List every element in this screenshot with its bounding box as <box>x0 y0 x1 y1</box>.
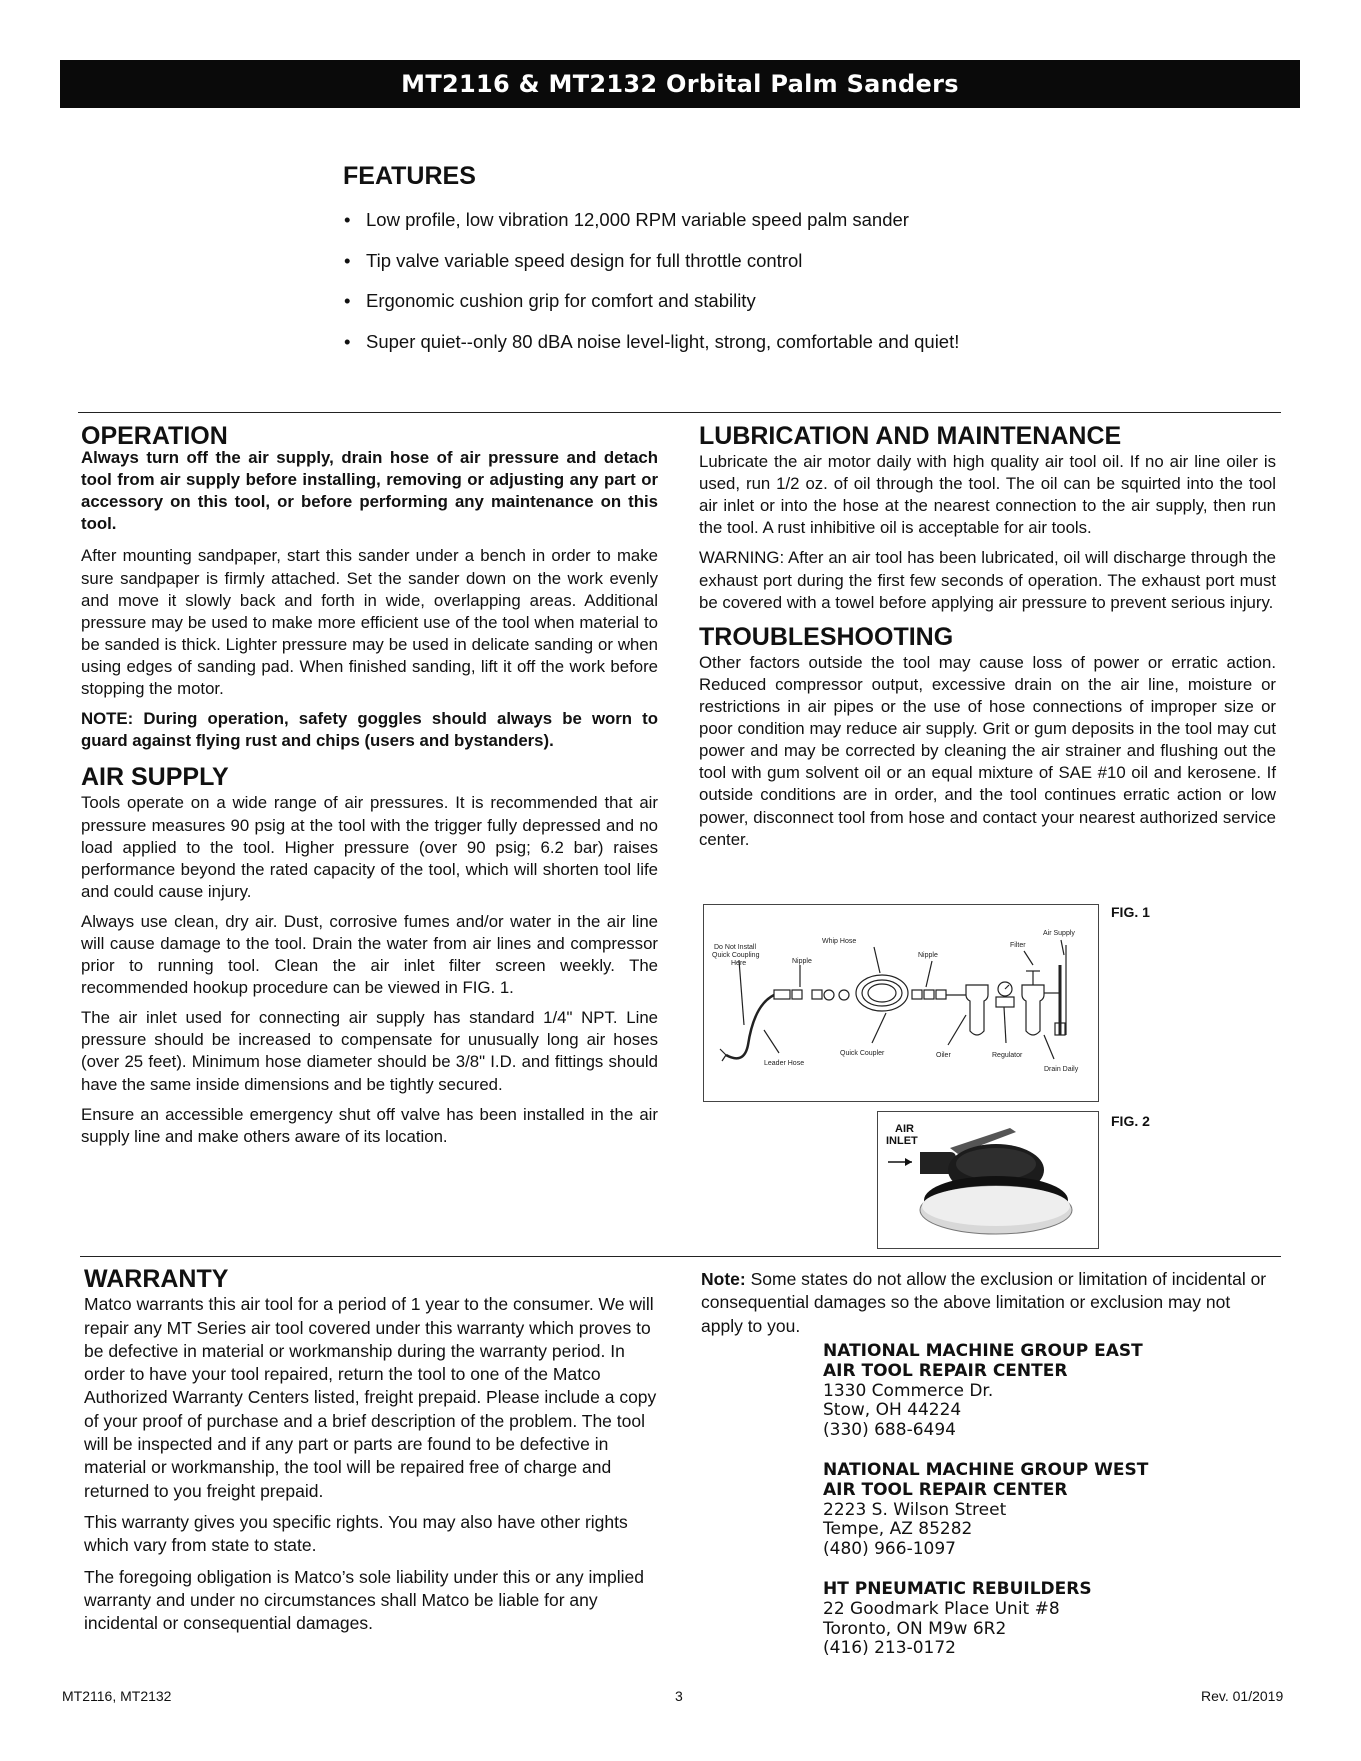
troubleshooting-paragraph: Other factors outside the tool may cause loss of power or erratic action. Reduced compressor output, excessive drain on the air line, moisture or restrictions in air pipes or the use of hose connections of improper size or poor condition may reduce air supply. Grit or gum deposits in the tool may cut power and may be corrected by cleaning the air strainer and flushing out the tool with gum solvent oil or an equal mixture of SAE #10 oil and kerosene. If outside conditions are in order, and the tool continues erratic action or low power, disconnect tool from hose and contact your nearest authorized service center. <box>699 652 1276 849</box>
center-name: HT PNEUMATIC REBUILDERS <box>823 1578 1092 1599</box>
features-heading: FEATURES <box>343 162 476 190</box>
air-supply-heading: AIR SUPPLY <box>81 763 229 792</box>
page-number: 3 <box>675 1688 683 1704</box>
fig2-air-text: AIR <box>895 1123 914 1135</box>
air-supply-paragraph: Tools operate on a wide range of air pressures. It is recommended that air pressure measures 90 psig at the tool with the trigger fully depressed and no load applied to the tool. Higher pressure (over 90 psig; 6.2 bar) raises performance beyond the rated capacity of the tool, which will shorten tool life and could cause injury. <box>81 793 658 901</box>
operation-warning: Always turn off the air supply, drain hose of air pressure and detach tool from air supply before installing, removing or adjusting any part or accessory on this tool, or before performing any maintenance on this tool. <box>81 448 658 534</box>
center-name: NATIONAL MACHINE GROUP EAST <box>823 1341 1143 1361</box>
feature-item: • Super quiet--only 80 dBA noise level-light, strong, comfortable and quiet! <box>344 328 1104 369</box>
service-center <box>823 1461 1273 1560</box>
fig1-label-quick-coupler: Quick Coupler <box>840 1050 885 1057</box>
center-city: Tempe, AZ 85282 <box>823 1519 973 1540</box>
features-list <box>344 206 1104 368</box>
service-center <box>823 1342 1273 1441</box>
center-street: 22 Goodmark Place Unit #8 <box>823 1598 1060 1619</box>
sander-illustration <box>878 1112 1098 1248</box>
fig2-sander-image <box>877 1111 1099 1249</box>
feature-item: • Ergonomic cushion grip for comfort and stability <box>344 287 1104 328</box>
warranty-section <box>84 1265 660 1643</box>
center-city: Toronto, ON M9w 6R2 <box>823 1618 1007 1639</box>
troubleshooting-heading: TROUBLESHOOTING <box>699 622 954 651</box>
section-divider <box>80 1256 1281 1257</box>
footer-model-numbers: MT2116, MT2132 <box>62 1688 172 1704</box>
lubrication-warning: WARNING: After an air tool has been lubricated, oil will discharge through the exhaust port during the first few seconds of operation. The exhaust port must be covered with a towel before applying air pressure to prevent serious injury. <box>699 548 1276 612</box>
feature-item: • Low profile, low vibration 12,000 RPM variable speed palm sander <box>344 206 1104 247</box>
fig1-label-leader-hose: Leader Hose <box>764 1060 805 1067</box>
center-street: 1330 Commerce Dr. <box>823 1380 994 1401</box>
operation-heading: OPERATION <box>81 422 228 450</box>
fig2-inlet-text: INLET <box>886 1135 918 1147</box>
fig1-label-regulator: Regulator <box>992 1052 1023 1059</box>
fig1-label-do-not-install: Do Not Install <box>714 944 757 951</box>
operation-body: After mounting sandpaper, start this sander under a bench in order to make sure sandpaper is firmly attached. Set the sander down on the work evenly and move it slowly back and forth in wide, overlapping areas. Additional pressure may be used to make more efficient use of the tool when material to be sanded is thick. Lighter pressure may be used in delicate sanding or when using edges of sanding pad. When finished sanding, lift it off the work before stopping the motor. <box>81 546 658 699</box>
center-city: Stow, OH 44224 <box>823 1400 962 1421</box>
section-divider <box>78 412 1281 413</box>
fig1-label-here: Here <box>731 960 747 967</box>
center-street: 2223 S. Wilson Street <box>823 1499 1007 1520</box>
center-phone: (480) 966-1097 <box>823 1539 956 1560</box>
fig1-hookup-diagram <box>703 904 1099 1102</box>
footer-revision: Rev. 01/2019 <box>1201 1688 1284 1704</box>
fig1-label-filter: Filter <box>1010 942 1026 949</box>
fig1-label-drain-daily: Drain Daily <box>1044 1066 1079 1073</box>
warranty-heading: WARRANTY <box>84 1265 229 1293</box>
center-subtitle: AIR TOOL REPAIR CENTER <box>823 1479 1068 1500</box>
center-subtitle: AIR TOOL REPAIR CENTER <box>823 1360 1068 1381</box>
fig2-label: FIG. 2 <box>1111 1113 1150 1129</box>
left-column <box>81 422 658 1156</box>
note-section <box>701 1268 1276 1346</box>
fig1-label: FIG. 1 <box>1111 904 1150 920</box>
document-title-banner <box>60 60 1300 108</box>
warranty-paragraph: The foregoing obligation is Matco’s sole liability under this or any implied warranty and under no circumstances shall Matco be liable for any incidental or consequential damages. <box>84 1566 644 1634</box>
air-supply-paragraph: Always use clean, dry air. Dust, corrosive fumes and/or water in the air line will cause damage to the tool. Drain the water from air lines and compressor prior to running tool. Clean the air inlet filter screen weekly. The recommended hookup procedure can be viewed in FIG. 1. <box>81 911 658 998</box>
lubrication-paragraph: Lubricate the air motor daily with high quality air tool oil. If no air line oiler is used, run 1/2 oz. of oil through the tool. The oil can be squirted into the tool air inlet or into the hose at the nearest connection to the air supply, then run the tool. A rust inhibitive oil is acceptable for air tools. <box>699 452 1276 538</box>
fig1-label-air-supply: Air Supply <box>1043 930 1075 937</box>
right-column <box>699 422 1276 859</box>
operation-note: NOTE: During operation, safety goggles should always be worn to guard against flying rust and chips (users and bystanders). <box>81 709 658 751</box>
document-title: MT2116 & MT2132 Orbital Palm Sanders <box>401 70 959 98</box>
fig1-label-whip-hose: Whip Hose <box>822 938 857 945</box>
hookup-diagram-svg <box>704 905 1098 1101</box>
note-text: Some states do not allow the exclusion or limitation of incidental or consequential damages so the above limitation or exclusion may not apply to you. <box>701 1269 1267 1336</box>
center-phone: (416) 213-0172 <box>823 1638 956 1659</box>
warranty-paragraph: Matco warrants this air tool for a period of 1 year to the consumer. We will repair any MT Series air tool covered under this warranty which proves to be defective in material or workmanship during the warranty period. In order to have your tool repaired, return the tool to one of the Matco Authorized Warranty Centers listed, freight prepaid. Please include a copy of your proof of purchase and a brief description of the problem. The tool will be inspected and if any part or parts are found to be defective in material or workmanship, the tool will be repaired free of charge and returned to you freight prepaid. <box>84 1294 657 1501</box>
center-phone: (330) 688-6494 <box>823 1420 956 1441</box>
center-name: NATIONAL MACHINE GROUP WEST <box>823 1459 1149 1480</box>
service-center <box>823 1580 1273 1659</box>
fig1-label-quick-coupling: Quick Coupling <box>712 952 760 959</box>
note-label: Note: <box>701 1269 746 1289</box>
air-supply-paragraph: Ensure an accessible emergency shut off valve has been installed in the air supply line and make others aware of its location. <box>81 1104 658 1146</box>
fig1-label-nipple: Nipple <box>918 952 938 959</box>
warranty-paragraph: This warranty gives you specific rights. You may also have other rights which vary from state to state. <box>84 1511 628 1556</box>
air-supply-paragraph: The air inlet used for connecting air supply has standard 1/4" NPT. Line pressure should be increased to compensate for unusually long air hoses (over 25 feet). Minimum hose diameter should be 3/8" I.D. and fittings should have the same inside dimensions and be tightly secured. <box>81 1008 658 1094</box>
service-centers <box>823 1342 1273 1679</box>
lubrication-heading: LUBRICATION AND MAINTENANCE <box>699 422 1122 450</box>
fig1-label-nipple: Nipple <box>792 958 812 965</box>
feature-item: • Tip valve variable speed design for full throttle control <box>344 247 1104 288</box>
fig1-label-oiler: Oiler <box>936 1052 951 1059</box>
